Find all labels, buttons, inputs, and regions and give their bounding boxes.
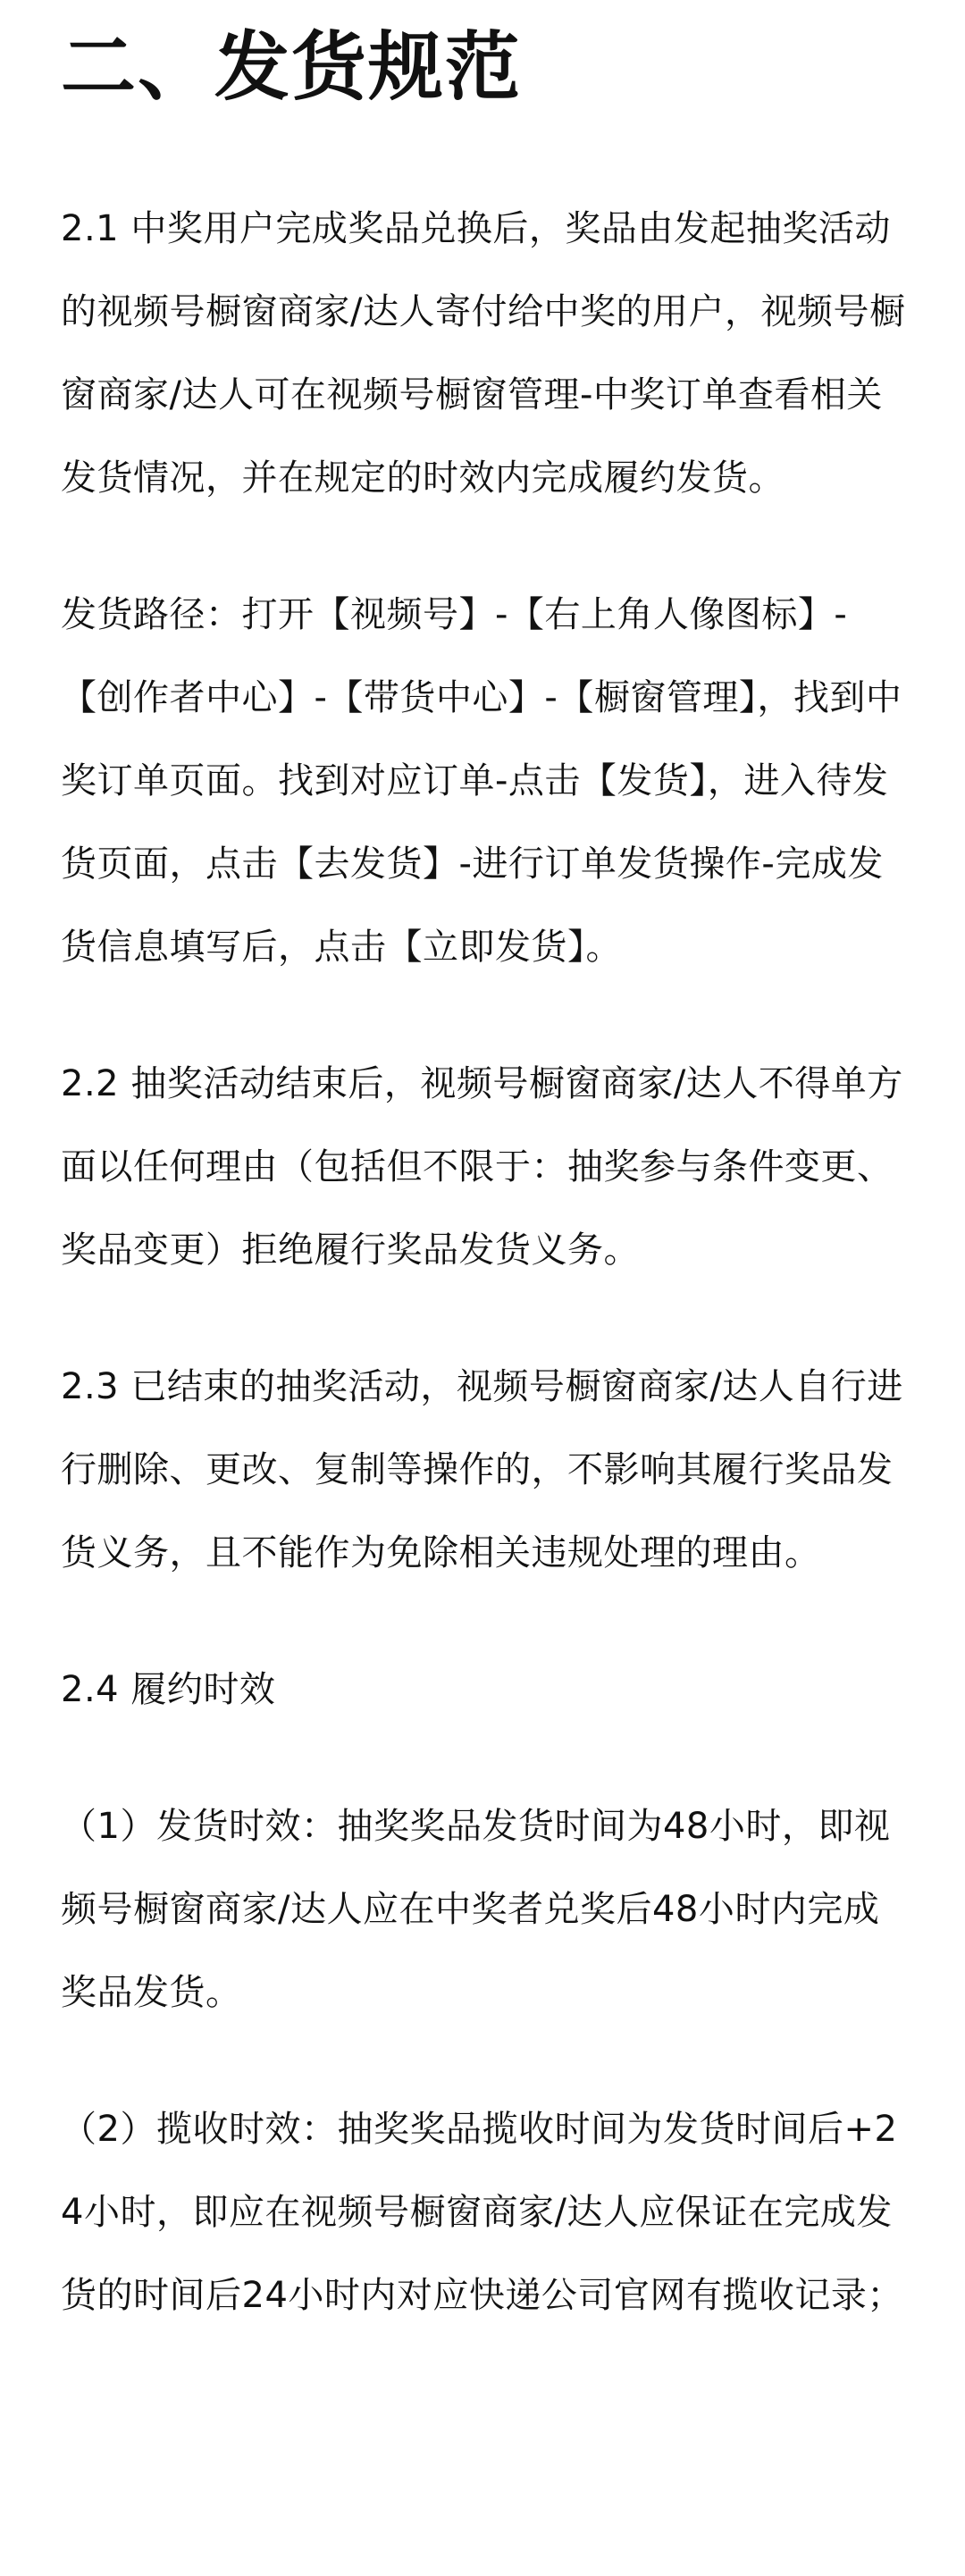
paragraph-pickup-time: （2）揽收时效：抽奖奖品揽收时间为发货时间后+24小时，即应在视频号橱窗商家/达人应保证在完成发货的时间后24小时内对应快递公司官网有揽收记录； [61,2109,903,2316]
document-body [61,188,911,2391]
paragraph-shipping-path: 发货路径：打开【视频号】-【右上角人像图标】-【创作者中心】-【带货中心】-【橱窗管理】，找到中奖订单页面。找到对应订单-点击【发货】，进入待发货页面，点击【去发货】-进行订单发货操作-完成发货信息填写后，点击【立即发货】。 [61,594,902,968]
paragraph-2-1: 2.1 中奖用户完成奖品兑换后，奖品由发起抽奖活动的视频号橱窗商家/达人寄付给中奖的用户，视频号橱窗商家/达人可在视频号橱窗管理-中奖订单查看相关发货情况，并在规定的时效内完成履约发货。 [61,208,906,499]
paragraph-shipping-time: （1）发货时效：抽奖奖品发货时间为48小时，即视频号橱窗商家/达人应在中奖者兑奖后48小时内完成奖品发货。 [61,1806,891,2013]
paragraph-2-4-heading: 2.4 履约时效 [61,1669,276,1710]
section-title: 二、发货规范 [61,23,523,111]
paragraph-2-2: 2.2 抽奖活动结束后，视频号橱窗商家/达人不得单方面以任何理由（包括但不限于：抽奖参与条件变更、奖品变更）拒绝履行奖品发货义务。 [61,1063,903,1271]
paragraph-2-3: 2.3 已结束的抽奖活动，视频号橱窗商家/达人自行进行删除、更改、复制等操作的，不影响其履行奖品发货义务，且不能作为免除相关违规处理的理由。 [61,1366,903,1573]
